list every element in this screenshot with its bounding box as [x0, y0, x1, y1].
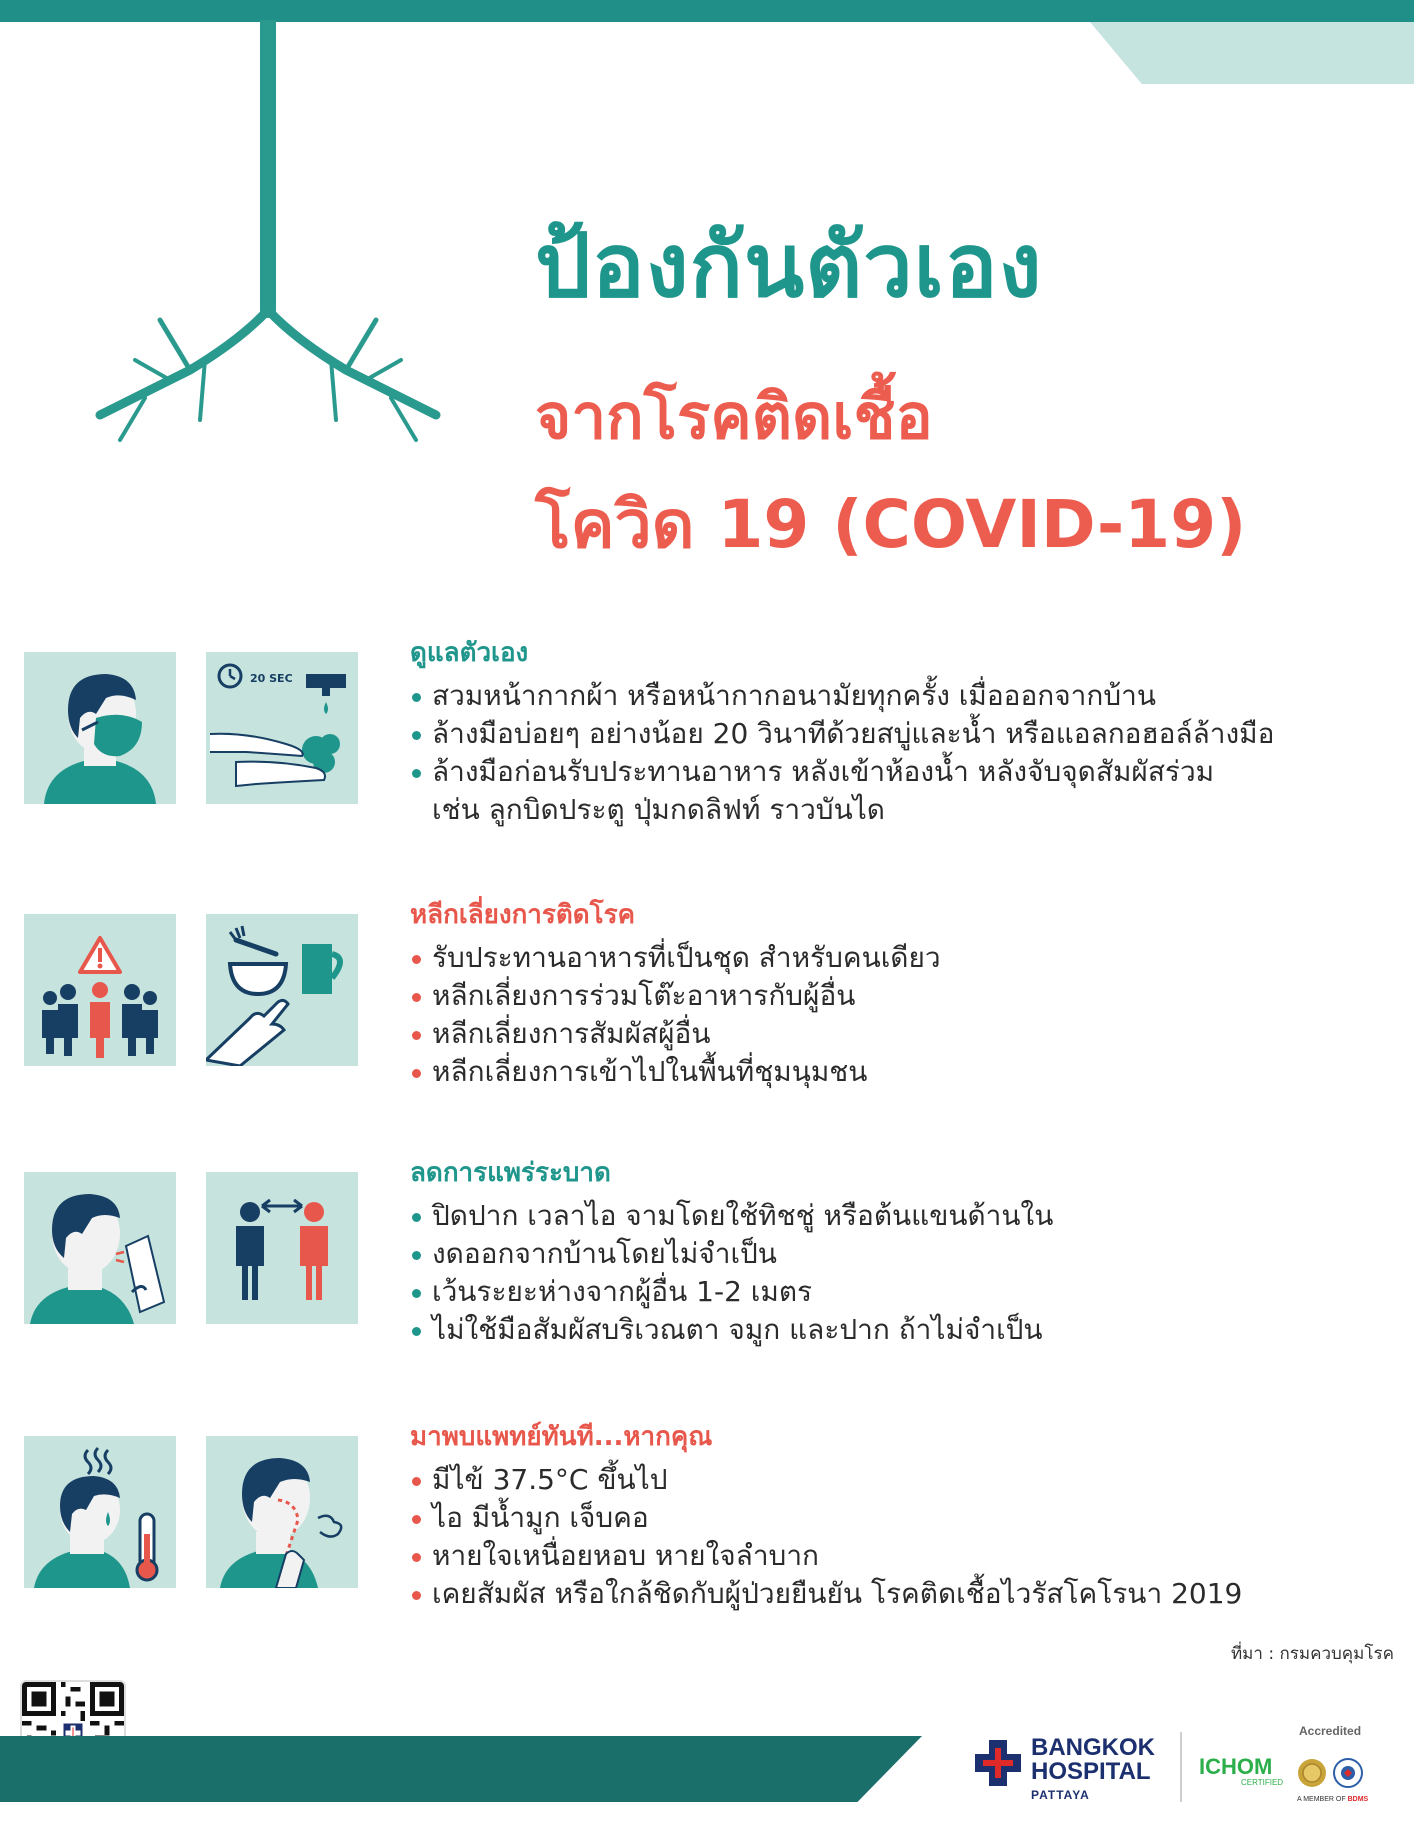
subtitle-line-1: จากโรคติดเชื้อ: [535, 380, 933, 453]
lungs-virus-illustration: [40, 20, 500, 580]
list-item: หลีกเลี่ยงการร่วมโต๊ะอาหารกับผู้อื่น: [410, 977, 1340, 1015]
logo-divider: [1180, 1732, 1182, 1802]
member-of-label: A MEMBER OF BDMS: [1297, 1796, 1369, 1803]
bullet-list: [410, 677, 1340, 791]
list-item: สวมหน้ากากผ้า หรือหน้ากากอนามัยทุกครั้ง เมื่อออกจากบ้าน: [410, 677, 1340, 715]
fever-thermometer-icon: [24, 1436, 176, 1588]
quality-seal-icon: [1333, 1758, 1363, 1788]
bullet-list: [410, 1461, 1340, 1613]
breathing-difficulty-icon: [206, 1436, 358, 1588]
accredited-label: Accredited: [1299, 1724, 1362, 1738]
list-item: ล้างมือบ่อยๆ อย่างน้อย 20 วินาทีด้วยสบู่และน้ำ หรือแอลกอฮอล์ล้างมือ: [410, 715, 1340, 753]
list-item: หายใจเหนื่อยหอบ หายใจลำบาก: [410, 1537, 1340, 1575]
bullet-list: [410, 939, 1340, 1091]
hospital-name: BANGKOK HOSPITAL: [1031, 1734, 1155, 1785]
crowd-warning-icon: [24, 914, 176, 1066]
section-see-doctor: [410, 1416, 1340, 1613]
list-item-continuation: เช่น ลูกบิดประตู ปุ่มกดลิฟท์ ราวบันได: [432, 793, 885, 826]
list-item: ล้างมือก่อนรับประทานอาหาร หลังเข้าห้องน้ำ หลังจับจุดสัมผัสร่วม: [410, 753, 1340, 791]
section-heading: ลดการแพร่ระบาด: [410, 1158, 611, 1188]
cough-tissue-icon: [24, 1172, 176, 1324]
section-heading: หลีกเลี่ยงการติดโรค: [410, 900, 635, 930]
timer-label: 20 SEC: [250, 672, 293, 685]
source-note: ที่มา : กรมควบคุมโรค: [1230, 1644, 1394, 1664]
section-reduce-spread: [410, 1152, 1340, 1349]
hospital-branch: PATTAYA: [1031, 1788, 1090, 1802]
main-title: ป้องกันตัวเอง: [535, 214, 1043, 317]
footer-bar: [0, 1736, 922, 1802]
list-item: หลีกเลี่ยงการสัมผัสผู้อื่น: [410, 1015, 1340, 1053]
ichom-certified-label: CERTIFIED: [1241, 1778, 1284, 1787]
list-item: ไอ มีน้ำมูก เจ็บคอ: [410, 1499, 1340, 1537]
top-bar: [0, 0, 1414, 22]
ichom-logo: ICHOM: [1199, 1754, 1273, 1779]
list-item: เคยสัมผัส หรือใกล้ชิดกับผู้ป่วยยืนยัน โรคติดเชื้อไวรัสโคโรนา 2019: [410, 1575, 1340, 1613]
list-item: หลีกเลี่ยงการเข้าไปในพื้นที่ชุมนุมชน: [410, 1053, 1340, 1091]
list-item: มีไข้ 37.5°C ขึ้นไป: [410, 1461, 1340, 1499]
footer-logos: [975, 1720, 1405, 1820]
mask-person-icon: [24, 652, 176, 804]
section-avoid-infection: [410, 894, 1340, 1091]
social-distance-icon: [206, 1172, 358, 1324]
section-self-care: [410, 632, 1340, 829]
subtitle-line-2: โควิด 19 (COVID-19): [535, 486, 1247, 563]
list-item: เว้นระยะห่างจากผู้อื่น 1-2 เมตร: [410, 1273, 1340, 1311]
bullet-list: [410, 1197, 1340, 1349]
list-item: ไม่ใช้มือสัมผัสบริเวณตา จมูก และปาก ถ้าไม่จำเป็น: [410, 1311, 1340, 1349]
section-heading: ดูแลตัวเอง: [410, 638, 529, 668]
top-accent-tab: [1090, 22, 1414, 84]
handwash-icon: [206, 652, 358, 804]
section-heading: มาพบแพทย์ทันที...หากคุณ: [410, 1422, 713, 1452]
bangkok-hospital-logo-icon: [975, 1740, 1021, 1786]
list-item: งดออกจากบ้านโดยไม่จำเป็น: [410, 1235, 1340, 1273]
list-item: ปิดปาก เวลาไอ จามโดยใช้ทิชชู่ หรือต้นแขนด้านใน: [410, 1197, 1340, 1235]
dish-hand-icon: [206, 914, 358, 1066]
list-item: รับประทานอาหารที่เป็นชุด สำหรับคนเดียว: [410, 939, 1340, 977]
accreditation-seal-icon: [1297, 1758, 1327, 1788]
